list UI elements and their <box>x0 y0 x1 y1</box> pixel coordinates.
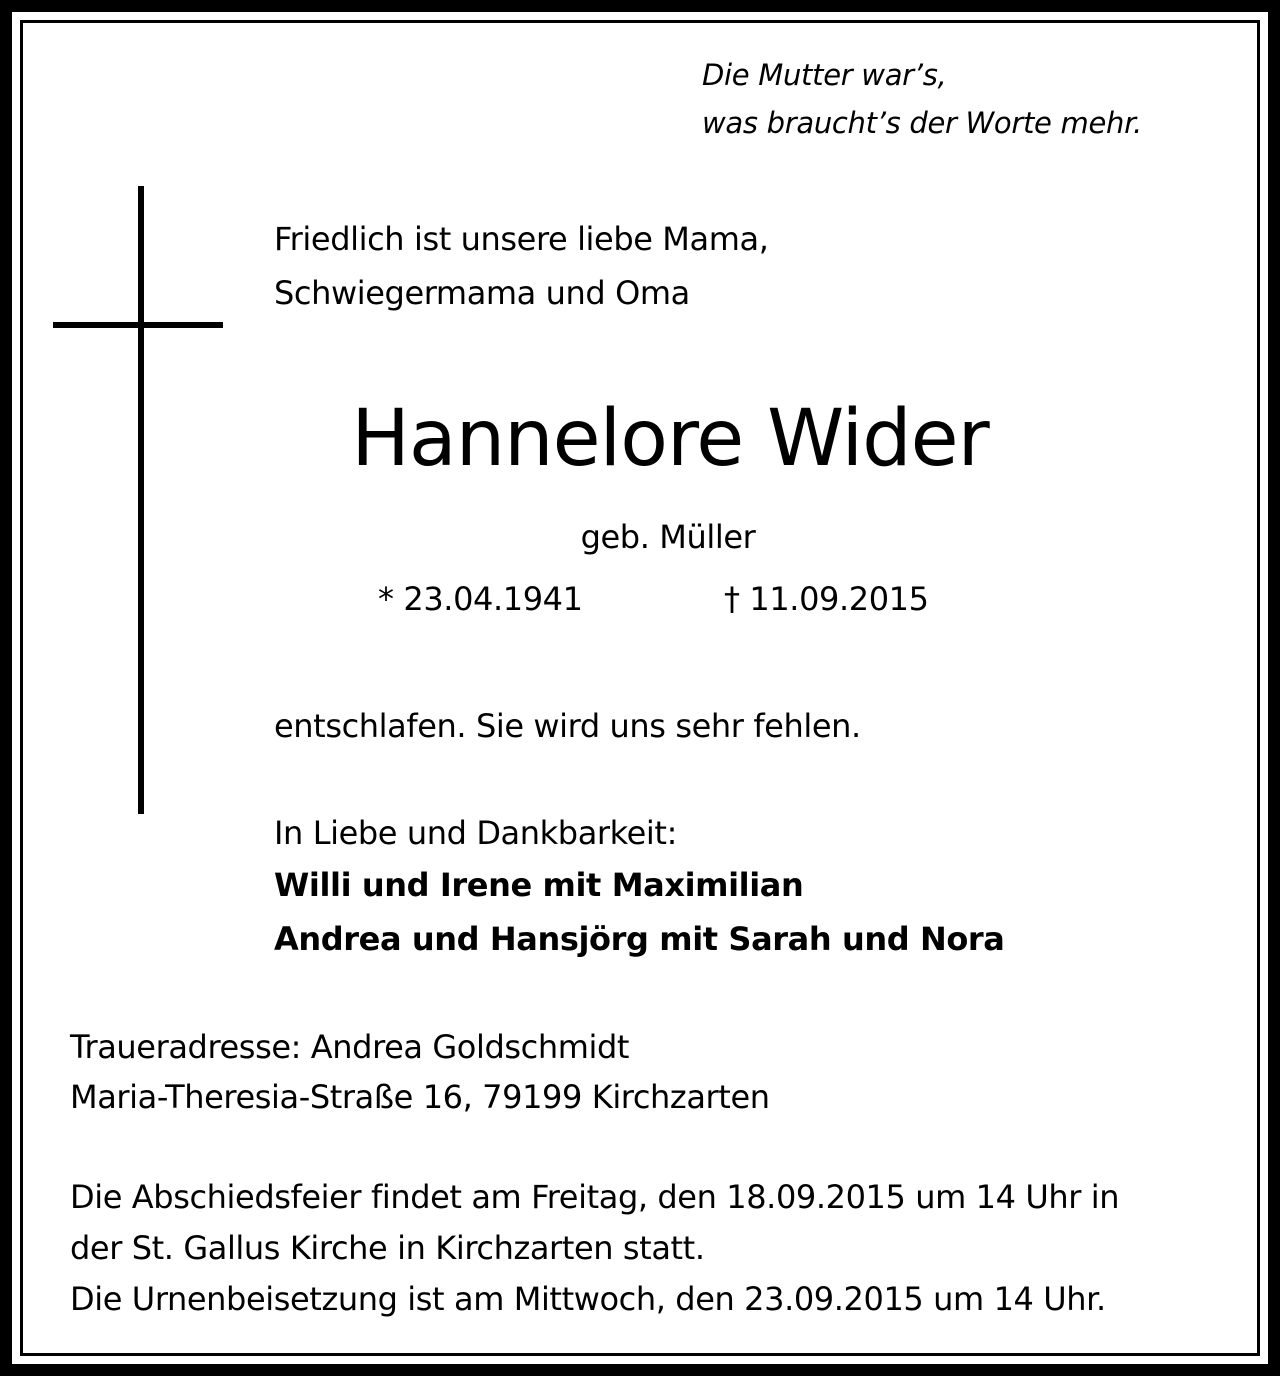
cross-symbol-horizontal <box>53 322 223 328</box>
ceremony-line-1: Die Abschiedsfeier findet am Freitag, den 18.09.2015 um 14 Uhr in <box>70 1178 1120 1216</box>
closing-text: entschlafen. Sie wird uns sehr fehlen. <box>274 707 861 745</box>
birth-name: geb. Müller <box>580 518 756 556</box>
birth-date: * 23.04.1941 <box>378 580 583 618</box>
mourners-line-1: Willi und Irene mit Maximilian <box>274 866 804 904</box>
ceremony-line-3: Die Urnenbeisetzung ist am Mittwoch, den 23.09.2015 um 14 Uhr. <box>70 1280 1106 1318</box>
deceased-name: Hannelore Wider <box>351 394 989 484</box>
address-line-2: Maria-Theresia-Straße 16, 79199 Kirchzarten <box>70 1078 770 1116</box>
death-date: † 11.09.2015 <box>724 580 929 618</box>
ceremony-line-2: der St. Gallus Kirche in Kirchzarten statt. <box>70 1229 705 1267</box>
address-line-1: Traueradresse: Andrea Goldschmidt <box>70 1028 630 1066</box>
motto-line-1: Die Mutter war’s, <box>702 58 947 92</box>
motto-line-2: was braucht’s der Worte mehr. <box>702 106 1142 140</box>
cross-symbol-vertical <box>138 186 144 814</box>
intro-line-1: Friedlich ist unsere liebe Mama, <box>274 220 769 258</box>
mourners-line-2: Andrea und Hansjörg mit Sarah und Nora <box>274 920 1005 958</box>
intro-line-2: Schwiegermama und Oma <box>274 274 690 312</box>
mourners-heading: In Liebe und Dankbarkeit: <box>274 814 677 852</box>
